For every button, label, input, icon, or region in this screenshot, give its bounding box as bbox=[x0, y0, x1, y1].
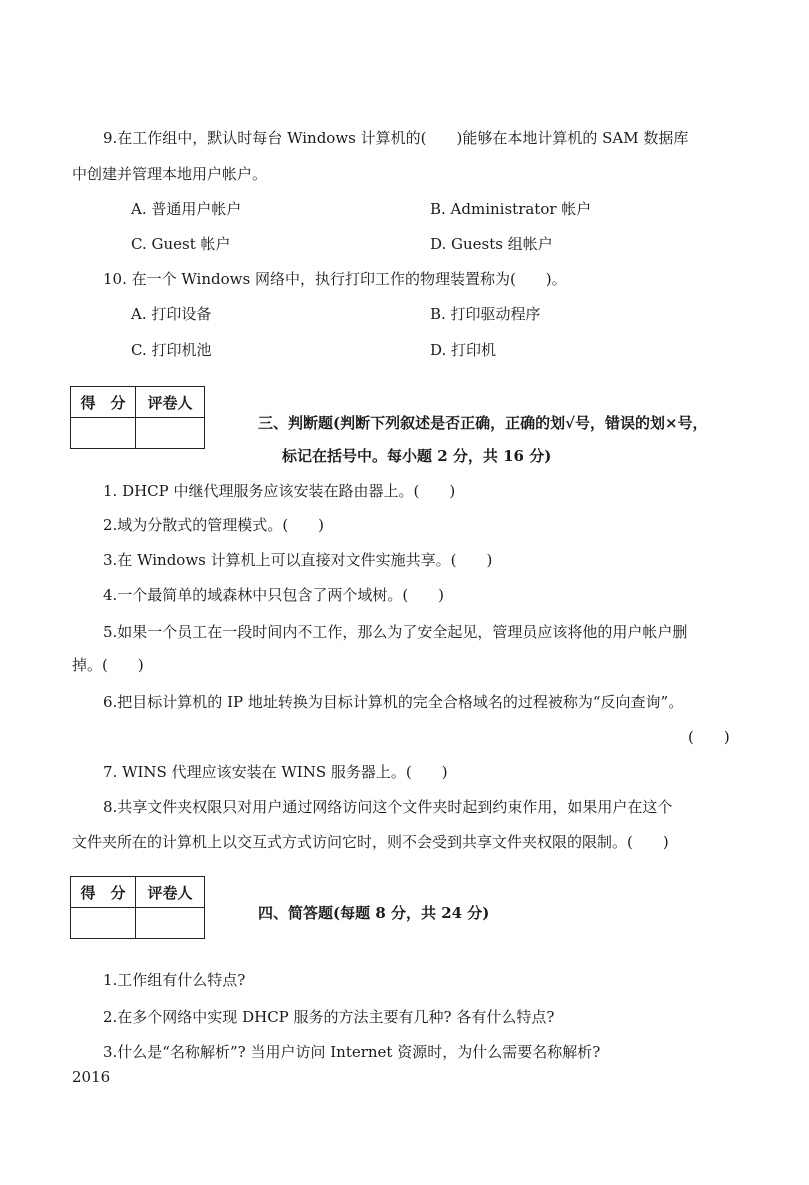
q9-option-b: B. Administrator 帐户 bbox=[430, 200, 592, 218]
q9-option-a: A. 普通用户帐户 bbox=[131, 200, 242, 218]
grader-label: 评卷人 bbox=[136, 387, 205, 418]
q9-stem-line1: 9.在工作组中，默认时每台 Windows 计算机的( )能够在本地计算机的 SAM 数据库 bbox=[103, 129, 689, 147]
score-label: 得 分 bbox=[71, 387, 136, 418]
score-label: 得 分 bbox=[71, 877, 136, 908]
grader-label: 评卷人 bbox=[136, 877, 205, 908]
short-answer-2: 2.在多个网络中实现 DHCP 服务的方法主要有几种? 各有什么特点? bbox=[103, 1008, 555, 1026]
tf-item-5-line1: 5.如果一个员工在一段时间内不工作，那么为了安全起见，管理员应该将他的用户帐户删 bbox=[103, 623, 688, 641]
tf-item-6-line1: 6.把目标计算机的 IP 地址转换为目标计算机的完全合格域名的过程被称为“反向查询”。 bbox=[103, 693, 684, 711]
score-box-section3 bbox=[70, 386, 205, 449]
page-code: 2016 bbox=[72, 1068, 111, 1086]
q9-option-c: C. Guest 帐户 bbox=[131, 235, 231, 253]
tf-item-5-line2: 掉。( ) bbox=[72, 656, 144, 674]
short-answer-3: 3.什么是“名称解析”? 当用户访问 Internet 资源时，为什么需要名称解析? bbox=[103, 1043, 601, 1061]
tf-item-2: 2.域为分散式的管理模式。( ) bbox=[103, 516, 325, 534]
q10-option-d: D. 打印机 bbox=[430, 341, 497, 359]
q10-stem: 10. 在一个 Windows 网络中，执行打印工作的物理装置称为( )。 bbox=[103, 270, 567, 288]
section4-heading: 四、简答题(每题 8 分，共 24 分) bbox=[258, 904, 490, 922]
tf-item-8-line1: 8.共享文件夹权限只对用户通过网络访问这个文件夹时起到约束作用，如果用户在这个 bbox=[103, 798, 673, 816]
tf-item-3: 3.在 Windows 计算机上可以直接对文件实施共享。( ) bbox=[103, 551, 493, 569]
section3-heading-line2: 标记在括号中。每小题 2 分，共 16 分) bbox=[282, 447, 552, 465]
tf-item-4: 4.一个最简单的域森林中只包含了两个域树。( ) bbox=[103, 586, 445, 604]
tf-item-1: 1. DHCP 中继代理服务应该安装在路由器上。( ) bbox=[103, 482, 456, 500]
q10-option-c: C. 打印机池 bbox=[131, 341, 212, 359]
q9-option-d: D. Guests 组帐户 bbox=[430, 235, 553, 253]
score-cell bbox=[71, 908, 136, 939]
q10-option-b: B. 打印驱动程序 bbox=[430, 305, 541, 323]
section3-heading-line1: 三、判断题(判断下列叙述是否正确，正确的划√号，错误的划×号， bbox=[258, 414, 708, 432]
q10-option-a: A. 打印设备 bbox=[131, 305, 212, 323]
tf-item-8-line2: 文件夹所在的计算机上以交互式方式访问它时，则不会受到共享文件夹权限的限制。( ) bbox=[72, 833, 669, 851]
short-answer-1: 1.工作组有什么特点? bbox=[103, 971, 246, 989]
q9-stem-line2: 中创建并管理本地用户帐户。 bbox=[72, 165, 268, 183]
tf-item-6-bracket: ( ) bbox=[688, 728, 730, 746]
grader-cell bbox=[136, 418, 205, 449]
score-box-section4 bbox=[70, 876, 205, 939]
score-cell bbox=[71, 418, 136, 449]
tf-item-7: 7. WINS 代理应该安装在 WINS 服务器上。( ) bbox=[103, 763, 448, 781]
grader-cell bbox=[136, 908, 205, 939]
